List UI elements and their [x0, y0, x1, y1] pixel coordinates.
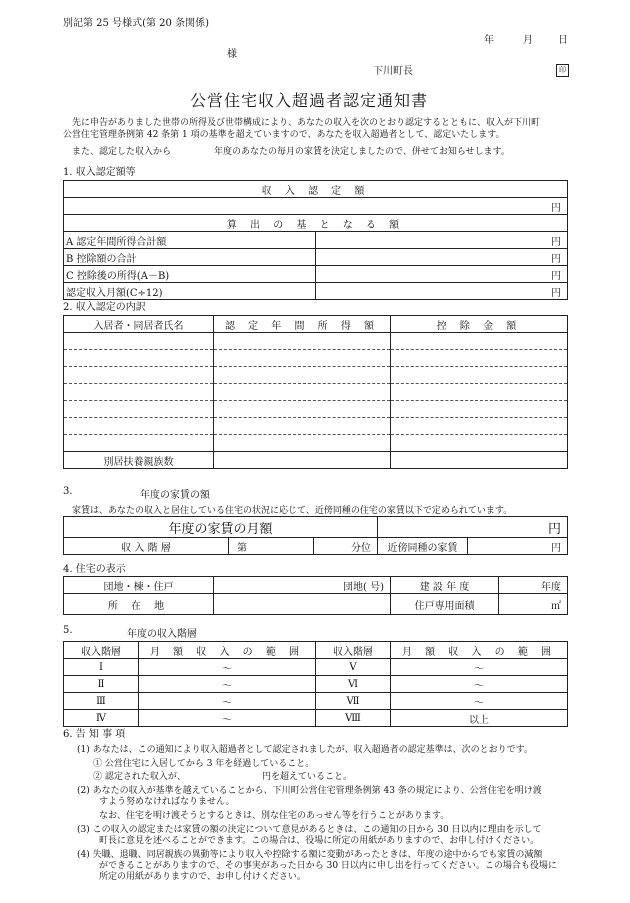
- row-label: B 控除額の合計: [64, 249, 316, 266]
- table-row: [64, 266, 568, 283]
- row-label: 認定収入月額(C÷12): [64, 283, 316, 300]
- basis-header: 算 出 の 基 と な る 額: [64, 215, 568, 232]
- nearby-rent-value: 円: [468, 538, 568, 555]
- addressee-suffix: 様: [227, 49, 237, 60]
- col-name: 入居者・同居者氏名: [64, 316, 214, 333]
- notice-2-line1: (2) あなたの収入が基準を越えていることから、下川町公営住宅管理条例第 43 条の規定により、公営住宅を明け渡: [77, 786, 542, 796]
- notice-2-line3: なお、住宅を明け渡そうとするときは、別な住宅のあっせん等を行うことがあります。: [99, 811, 450, 821]
- notice-1b-a: ② 認定された収入が、: [93, 772, 186, 782]
- section1-heading: 1. 収入認定額等: [63, 167, 136, 178]
- location-label: 所 在 地: [64, 594, 214, 615]
- notice-1a: ① 公営住宅に入居してから 3 年を経過していること。: [93, 759, 315, 769]
- document-title: 公営住宅収入超過者認定通知書: [190, 91, 429, 110]
- area-label: 住戸専用面積: [391, 594, 499, 615]
- estate-label: 団地・棟・住戸: [64, 577, 214, 594]
- class-label: Ⅱ: [64, 676, 139, 693]
- class-label: Ⅵ: [316, 676, 391, 693]
- section6-heading: 6. 告 知 事 項: [63, 729, 126, 740]
- row-unit: 円: [316, 249, 568, 266]
- notice-1b-b: 円を超えていること。: [262, 772, 353, 782]
- notice-4-line3: 所定の用紙がありますので、お申し付けください。: [99, 872, 306, 882]
- intro-line-3a: また、認定した収入から: [72, 147, 172, 157]
- monthly-rent-value: 円: [378, 517, 568, 538]
- build-year-unit: 年度: [499, 577, 568, 594]
- section3-number: 3.: [63, 486, 73, 497]
- notice-1: (1) あなたは、この通知により収入超過者として認定されましたが、収入超過者の認定基準は、次のとおりです。: [77, 745, 533, 755]
- table-row: [64, 384, 568, 401]
- class-label: Ⅴ: [316, 659, 391, 676]
- section3-heading: 年度の家賃の額: [140, 490, 210, 501]
- table-row: [64, 418, 568, 435]
- class-label: Ⅲ: [64, 693, 139, 710]
- date-day: 日: [558, 35, 568, 46]
- class-range: ～: [139, 676, 316, 693]
- issuer: 下川町長: [373, 66, 413, 77]
- income-class-table: [63, 641, 568, 727]
- rank-prefix: 第: [229, 538, 314, 555]
- notice-3-line2: 町長に意見を述べることができます。この場合は、役場に所定の用紙がありますので、お申し付けください。: [99, 836, 540, 846]
- col-range-a: 月 額 収 入 の 範 囲: [139, 642, 316, 659]
- section4-heading: 4. 住宅の表示: [63, 564, 126, 575]
- class-range: ～: [139, 693, 316, 710]
- intro-line-1: 先に申告がありました世帯の所得及び世帯構成により、あなたの収入を次のとおり認定するとともに、収入が下川町: [72, 118, 541, 128]
- intro-line-3b: 年度のあなたの毎月の家賃を決定しましたので、併せてお知らせします。: [214, 147, 510, 157]
- income-value: 円: [64, 198, 568, 215]
- row-label: C 控除後の所得(A－B): [64, 266, 316, 283]
- notice-2-line2: すよう努めなければなりません。: [99, 797, 235, 807]
- income-class-label: 収 入 階 層: [64, 538, 229, 555]
- form-number: 別記第 25 号様式(第 20 条関係): [63, 18, 209, 29]
- nearby-rent-label: 近傍同種の家賃: [378, 538, 468, 555]
- table-row: [64, 232, 568, 249]
- seal-mark: 印: [556, 64, 569, 77]
- date-year: 年: [484, 35, 494, 46]
- col-class-b: 収入階層: [316, 642, 391, 659]
- col-deduction: 控 除 金 額: [391, 316, 568, 333]
- row-unit: 円: [316, 266, 568, 283]
- intro-line-2: 公営住宅管理条例第 42 条第 1 項の基準を超えていますので、あなたを収入超過者として、認定いたします。: [63, 130, 505, 140]
- table-row: [64, 676, 568, 693]
- class-label: Ⅰ: [64, 659, 139, 676]
- table-row: [64, 659, 568, 676]
- income-header: 収 入 認 定 額: [64, 181, 568, 198]
- monthly-rent-label: 年度の家賃の月額: [64, 517, 378, 538]
- row-label: A 認定年間所得合計額: [64, 232, 316, 249]
- table-row: [64, 693, 568, 710]
- housing-table: [63, 576, 568, 615]
- notice-4-line2: ができることがありますので、その事実があった日から 30 日以内に申し出を行ってください。この場合も役場に: [99, 861, 557, 871]
- class-range: ～: [391, 693, 568, 710]
- class-range: ～: [139, 659, 316, 676]
- table-row: [64, 452, 568, 469]
- table-row: [64, 350, 568, 367]
- dependents-label: 別居扶養親族数: [64, 452, 214, 469]
- col-range-b: 月 額 収 入 の 範 囲: [391, 642, 568, 659]
- row-unit: 円: [316, 283, 568, 300]
- class-label: Ⅳ: [64, 710, 139, 727]
- table-row: [64, 367, 568, 384]
- table-row: [64, 333, 568, 350]
- table-row: [64, 283, 568, 300]
- class-label: Ⅷ: [316, 710, 391, 727]
- section3-desc: 家賃は、あなたの収入と居住している住宅の状況に応じて、近傍同種の住宅の家賃以下で定められています。: [72, 506, 513, 516]
- breakdown-table: [63, 315, 568, 469]
- class-label: Ⅶ: [316, 693, 391, 710]
- class-range: ～: [391, 676, 568, 693]
- table-row: [64, 710, 568, 727]
- build-year-label: 建 設 年 度: [391, 577, 499, 594]
- table-row: [64, 435, 568, 452]
- area-unit: ㎡: [499, 594, 568, 615]
- row-unit: 円: [316, 232, 568, 249]
- notice-3-line1: (3) この収入の認定または家賃の額の決定について意見があるときは、この通知の日から 30 日以内に理由を示して: [77, 825, 542, 835]
- rank-suffix: 分位: [314, 538, 378, 555]
- income-table: [63, 180, 568, 300]
- rent-table: [63, 516, 568, 555]
- notice-4-line1: (4) 失職、退職、同居親族の異動等により収入や控除する額に変動があったときは、年度の途中からでも家賃の減額: [77, 850, 543, 860]
- section2-heading: 2. 収入認定の内訳: [63, 302, 146, 313]
- section5-number: 5.: [63, 625, 73, 636]
- section5-heading: 年度の収入階層: [127, 629, 197, 640]
- class-range: ～: [391, 659, 568, 676]
- class-range: ～: [139, 710, 316, 727]
- date-month: 月: [523, 35, 533, 46]
- table-row: [64, 401, 568, 418]
- table-row: [64, 249, 568, 266]
- estate-value: 団地( 号): [214, 577, 391, 594]
- col-class-a: 収入階層: [64, 642, 139, 659]
- col-income: 認 定 年 間 所 得 額: [214, 316, 391, 333]
- class-range: 以上: [391, 710, 568, 727]
